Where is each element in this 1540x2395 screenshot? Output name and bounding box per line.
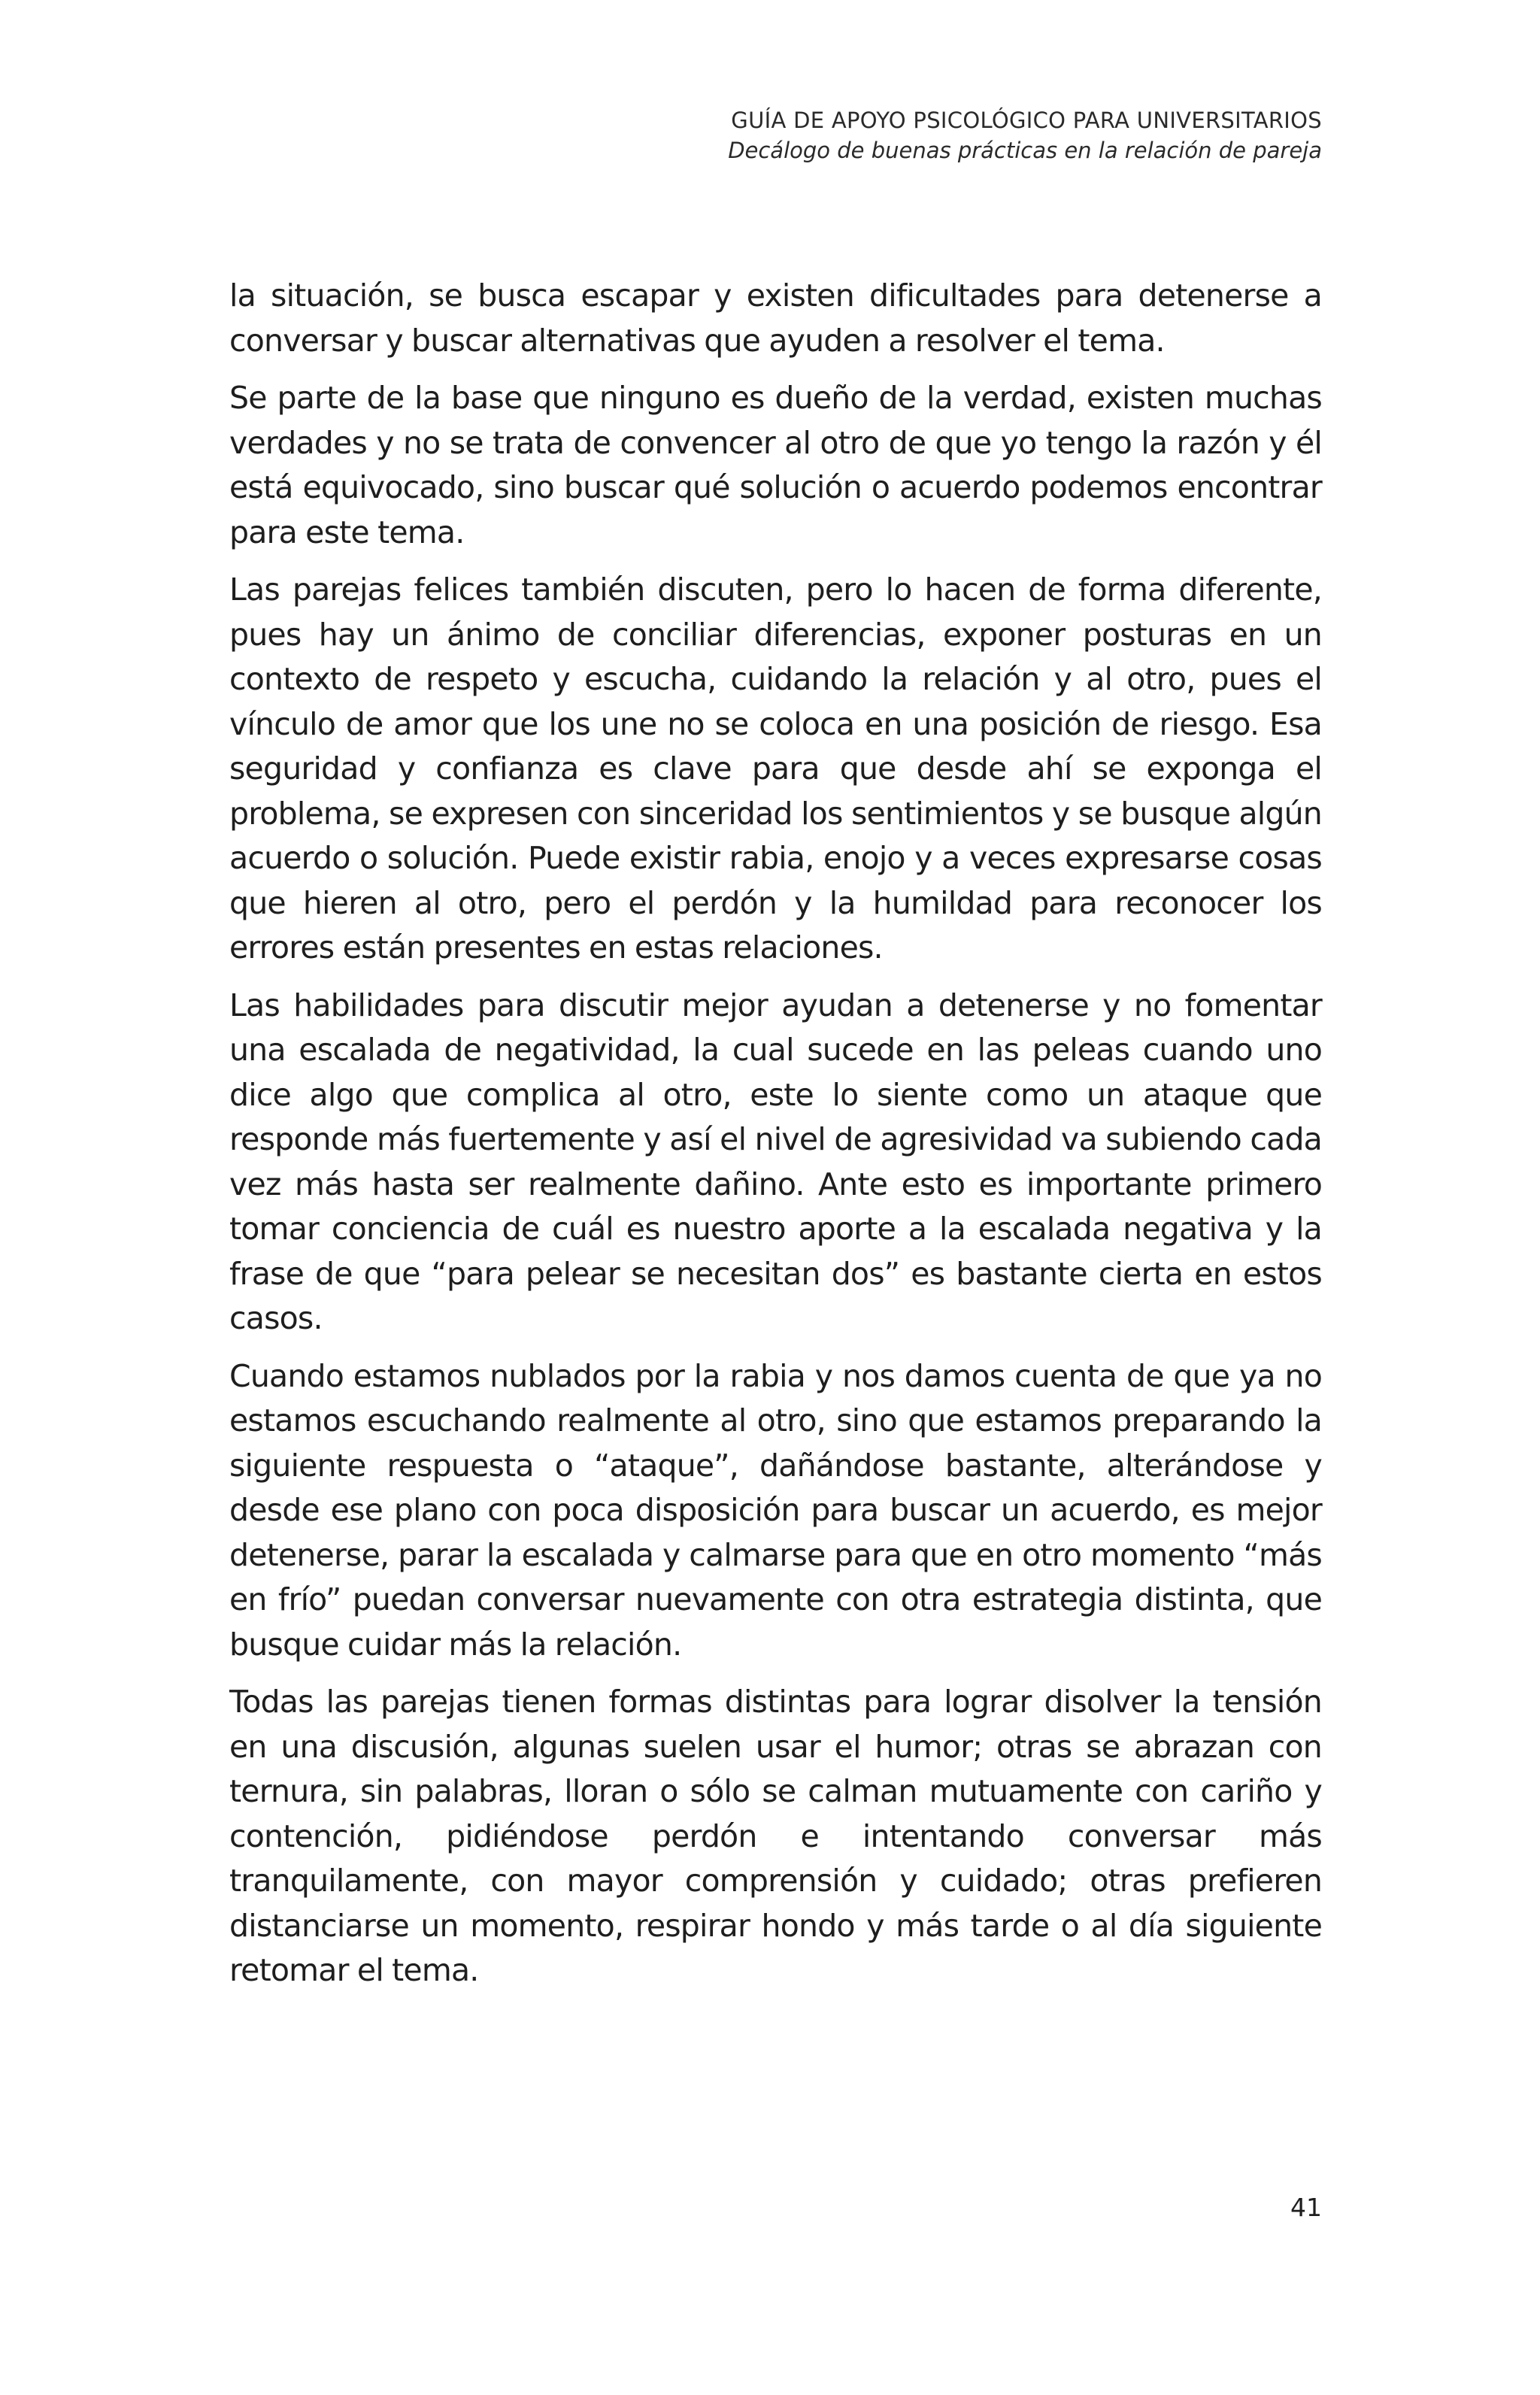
paragraph: Se parte de la base que ninguno es dueño de la verdad, existen muchas verdades y no se trata de convencer al otro de que yo tengo la razón y él está equivocado, sino buscar qué solución o acuerdo podemos encontrar para este tema. — [229, 380, 1322, 550]
paragraph: Todas las parejas tienen formas distintas para lograr disolver la tensión en una discusión, algunas suelen usar el humor; otras se abrazan con ternura, sin palabras, lloran o sólo se calman mutuamente con cariño y contención, pidiéndose perdón e intentando conversar más tranquilamente, con mayor comprensión y cuidado; otras prefieren distanciarse un momento, respirar hondo y más tarde o al día siguiente retomar el tema. — [229, 1684, 1322, 1988]
header-subtitle: Decálogo de buenas prácticas en la relación de pareja — [728, 138, 1322, 163]
page-number: 41 — [1290, 2193, 1322, 2222]
body-text — [229, 274, 1322, 2006]
paragraph: la situación, se busca escapar y existen dificultades para detenerse a conversar y buscar alternativas que ayuden a resolver el tema. — [229, 277, 1322, 359]
paragraph: Las parejas felices también discuten, pero lo hacen de forma diferente, pues hay un ánimo de conciliar diferencias, exponer posturas en un contexto de respeto y escucha, cuidando la relación y al otro, pues el vínculo de amor que los une no se coloca en una posición de riesgo. Esa seguridad y confianza es clave para que desde ahí se exponga el problema, se expresen con sinceridad los sentimientos y se busque algún acuerdo o solución. Puede existir rabia, enojo y a veces expresarse cosas que hieren al otro, pero el perdón y la humildad para reconocer los errores están presentes en estas relaciones. — [229, 571, 1322, 966]
header-title: GUÍA DE APOYO PSICOLÓGICO PARA UNIVERSITARIOS — [731, 108, 1322, 133]
running-header — [728, 105, 1322, 165]
paragraph: Las habilidades para discutir mejor ayudan a detenerse y no fomentar una escalada de negatividad, la cual sucede en las peleas cuando uno dice algo que complica al otro, este lo siente como un ataque que responde más fuertemente y así el nivel de agresividad va subiendo cada vez más hasta ser realmente dañino. Ante esto es importante primero tomar conciencia de cuál es nuestro aporte a la escalada negativa y la frase de que “para pelear se necesitan dos” es bastante cierta en estos casos. — [229, 987, 1322, 1336]
paragraph: Cuando estamos nublados por la rabia y nos damos cuenta de que ya no estamos escuchando realmente al otro, sino que estamos preparando la siguiente respuesta o “ataque”, dañándose bastante, alterándose y desde ese plano con poca disposición para buscar un acuerdo, es mejor detenerse, parar la escalada y calmarse para que en otro momento “más en frío” puedan conversar nuevamente con otra estrategia distinta, que busque cuidar más la relación. — [229, 1357, 1322, 1663]
